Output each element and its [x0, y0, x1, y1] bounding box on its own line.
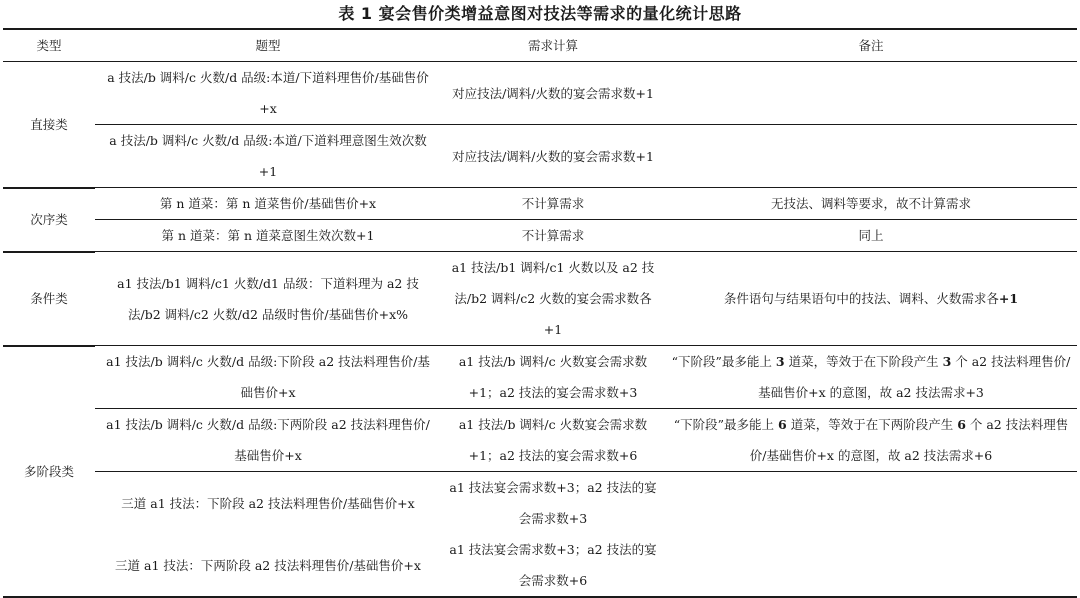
header-question: 题型	[95, 29, 441, 62]
note-number: 3	[775, 354, 785, 369]
table-row	[3, 346, 1077, 409]
calc-cell: 不计算需求	[441, 220, 665, 252]
note-cell	[665, 472, 1077, 535]
note-cell	[665, 346, 1077, 409]
calc-cell: a1 技法/b1 调料/c1 火数以及 a2 技法/b2 调料/c2 火数的宴会需求数各+1	[441, 252, 665, 346]
note-number: 3	[942, 354, 952, 369]
question-cell: 三道 a1 技法：下两阶段 a2 技法料理售价/基础售价+x	[95, 534, 441, 597]
note-cell	[665, 125, 1077, 188]
table-caption: 表 1 宴会售价类增益意图对技法等需求的量化统计思路	[338, 4, 742, 23]
question-cell: 三道 a1 技法：下阶段 a2 技法料理售价/基础售价+x	[95, 472, 441, 535]
category-direct: 直接类	[3, 62, 95, 188]
question-cell: 第 n 道菜：第 n 道菜售价/基础售价+x	[95, 188, 441, 220]
calc-cell: a1 技法/b 调料/c 火数宴会需求数+1；a2 技法的宴会需求数+3	[441, 346, 665, 409]
calc-cell: a1 技法宴会需求数+3；a2 技法的宴会需求数+3	[441, 472, 665, 535]
note-number: 6	[957, 417, 966, 432]
note-text: 个 a2 技法料理售价/基础售价+x 的意图，故 a2 技法需求+3	[758, 354, 1071, 400]
header-row	[3, 29, 1077, 62]
question-cell: a1 技法/b 调料/c 火数/d 品级:下两阶段 a2 技法料理售价/基础售价+x	[95, 409, 441, 472]
calc-cell: 对应技法/调料/火数的宴会需求数+1	[441, 125, 665, 188]
question-cell: 第 n 道菜：第 n 道菜意图生效次数+1	[95, 220, 441, 252]
table-row	[3, 220, 1077, 252]
note-text: 道菜，等效于在下两阶段产生	[786, 417, 958, 432]
note-cell	[665, 62, 1077, 125]
note-cell: 同上	[665, 220, 1077, 252]
question-cell: a 技法/b 调料/c 火数/d 品级:本道/下道料理意图生效次数+1	[95, 125, 441, 188]
calc-cell: 不计算需求	[441, 188, 665, 220]
question-cell: a 技法/b 调料/c 火数/d 品级:本道/下道料理售价/基础售价+x	[95, 62, 441, 125]
calc-cell: a1 技法宴会需求数+3；a2 技法的宴会需求数+6	[441, 534, 665, 597]
table-row	[3, 62, 1077, 125]
note-cell	[665, 534, 1077, 597]
calc-cell: a1 技法/b 调料/c 火数宴会需求数+1；a2 技法的宴会需求数+6	[441, 409, 665, 472]
note-cell: 无技法、调料等要求，故不计算需求	[665, 188, 1077, 220]
category-multi-stage: 多阶段类	[3, 346, 95, 598]
table-row	[3, 125, 1077, 188]
note-cell	[665, 409, 1077, 472]
note-text: “下阶段”最多能上	[671, 354, 776, 369]
header-note: 备注	[665, 29, 1077, 62]
quantification-table	[3, 28, 1077, 598]
note-emphasis: +1	[998, 291, 1019, 306]
category-condition: 条件类	[3, 252, 95, 346]
note-cell	[665, 252, 1077, 346]
category-order: 次序类	[3, 188, 95, 252]
note-text: “下阶段”最多能上	[673, 417, 779, 432]
calc-cell: 对应技法/调料/火数的宴会需求数+1	[441, 62, 665, 125]
table-row	[3, 409, 1077, 472]
note-text: 个 a2 技法料理售价/基础售价+x 的意图，故 a2 技法需求+6	[749, 417, 1069, 463]
header-calc: 需求计算	[441, 29, 665, 62]
note-number: 6	[778, 417, 787, 432]
header-type: 类型	[3, 29, 95, 62]
table-row	[3, 534, 1077, 597]
table-row	[3, 252, 1077, 346]
question-cell: a1 技法/b1 调料/c1 火数/d1 品级：下道料理为 a2 技法/b2 调料/c2 火数/d2 品级时售价/基础售价+x%	[95, 252, 441, 346]
table-row	[3, 188, 1077, 220]
note-text: 条件语句与结果语句中的技法、调料、火数需求各	[723, 291, 999, 306]
table-row	[3, 472, 1077, 535]
question-cell: a1 技法/b 调料/c 火数/d 品级:下阶段 a2 技法料理售价/基础售价+x	[95, 346, 441, 409]
note-text: 道菜，等效于在下阶段产生	[784, 354, 943, 369]
